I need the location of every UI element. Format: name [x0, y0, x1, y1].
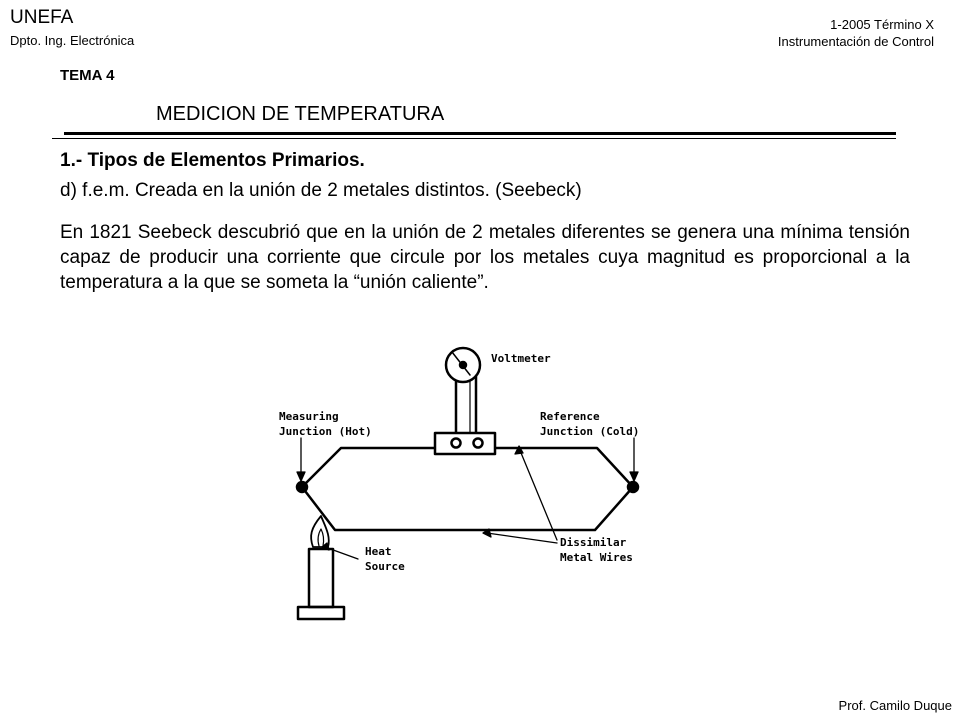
title-underline-thick — [64, 132, 896, 135]
lower-metal-wire — [302, 487, 633, 530]
org-department: Dpto. Ing. Electrónica — [10, 33, 135, 48]
reference-junction-label-2: Junction (Cold) — [540, 425, 640, 438]
org-name: UNEFA — [10, 7, 74, 28]
heat-source-label-2: Source — [365, 560, 405, 573]
body-paragraph: En 1821 Seebeck descubrió que en la unión de 2 metales diferentes se genera una mínima tensión capaz de producir una corriente que circule por los metales cuya magnitud es proporcional a la temperatura a la que se someta la “unión caliente”. — [60, 222, 910, 293]
footer-author: Prof. Camilo Duque — [838, 698, 952, 713]
course-name: Instrumentación de Control — [777, 34, 934, 49]
heat-source-label-1: Heat — [365, 545, 392, 558]
thermocouple-diagram — [255, 340, 675, 625]
reference-junction-dot — [628, 482, 638, 492]
candle-body — [309, 549, 333, 607]
measuring-junction-dot — [297, 482, 307, 492]
voltmeter-label: Voltmeter — [491, 352, 551, 365]
course-term: 1-2005 Término X — [830, 17, 934, 32]
topic-label: TEMA 4 — [60, 67, 115, 84]
metal-wires-label-1: Dissimilar — [560, 536, 627, 549]
subsection-line: d) f.e.m. Creada en la unión de 2 metales distintos. (Seebeck) — [60, 180, 582, 201]
title-underline-thin — [52, 138, 896, 139]
voltmeter — [435, 348, 495, 454]
candle-base — [298, 607, 344, 619]
reference-junction-label-1: Reference — [540, 410, 600, 423]
thermocouple-wires — [302, 448, 633, 530]
measuring-junction-label-1: Measuring — [279, 410, 339, 423]
upper-metal-wire — [302, 448, 435, 487]
topic-title: MEDICION DE TEMPERATURA — [156, 103, 445, 125]
voltmeter-pivot — [460, 362, 466, 368]
candle — [298, 516, 344, 619]
metal-wires-label-2: Metal Wires — [560, 551, 633, 564]
section-heading: 1.- Tipos de Elementos Primarios. — [60, 150, 365, 171]
terminal-block — [435, 433, 495, 454]
measuring-junction-label-2: Junction (Hot) — [279, 425, 372, 438]
